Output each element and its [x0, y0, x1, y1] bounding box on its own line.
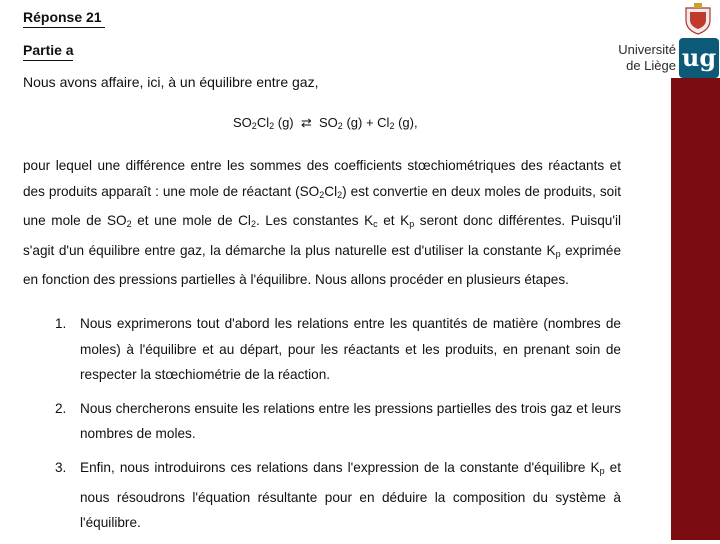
- university-name: [606, 42, 676, 74]
- crest-icon: [682, 2, 714, 36]
- logo-mark: ug: [679, 38, 719, 78]
- list-item: [23, 396, 621, 447]
- chemical-equation: [233, 115, 418, 131]
- list-item: [23, 311, 621, 388]
- explanation-paragraph: [23, 153, 621, 293]
- eq-sub: 2: [269, 121, 275, 131]
- para-sub: p: [555, 248, 561, 259]
- eq-phase: (g): [277, 115, 294, 130]
- section-title: Partie a: [23, 42, 74, 58]
- list-sub: p: [599, 465, 605, 476]
- para-text: ) est convertie en deux moles de produits, soit une mole de SO: [23, 183, 621, 229]
- sidebar-band: [671, 78, 720, 540]
- para-sub: 2: [250, 219, 256, 230]
- list-item: [23, 455, 621, 536]
- para-text: exprimée en fonction des pressions partielles à l'équilibre. Nous allons procéder en plusieurs étapes.: [23, 242, 622, 288]
- page-title: Réponse 21: [23, 9, 102, 25]
- list-text: Nous exprimerons tout d'abord les relations entre les quantités de matière (nombres de moles) à l'équilibre et au départ, pour les réactants et les produits, en prenant soin de respecter la stœchiométrie de la réaction.: [80, 316, 621, 383]
- eq-product-2: Cl: [377, 115, 390, 130]
- para-sub: 2: [337, 189, 343, 200]
- eq-product-1: SO: [319, 115, 338, 130]
- section-underline: [23, 60, 73, 61]
- para-text: seront donc différentes. Puisqu'il s'agit d'un équilibre entre gaz, la démarche la plus naturelle est d'utiliser la constante K: [23, 213, 621, 258]
- eq-plus: +: [365, 115, 374, 130]
- para-sub: 2: [319, 189, 325, 200]
- para-text: et K: [377, 213, 410, 229]
- eq-reactant: SO: [233, 115, 252, 130]
- eq-reactant-cl: Cl: [256, 115, 270, 130]
- title-underline: [23, 27, 105, 28]
- eq-sub: 2: [389, 121, 395, 131]
- para-sub: 2: [126, 219, 132, 230]
- para-text: et une mole de Cl: [131, 213, 251, 229]
- eq-sub: 2: [337, 121, 343, 131]
- eq-sub: 2: [251, 121, 257, 131]
- equilibrium-arrow-icon: ⇄: [300, 115, 312, 130]
- list-number: 1.: [55, 316, 67, 331]
- eq-phase: (g): [346, 115, 363, 130]
- list-text: Enfin, nous introduirons ces relations dans l'expression de la constante d'équilibre K: [80, 459, 600, 475]
- para-text: . Les constantes K: [255, 213, 374, 229]
- steps-list: [23, 311, 621, 544]
- para-text: Cl: [324, 183, 338, 199]
- eq-phase: (g),: [398, 115, 418, 130]
- intro-text: Nous avons affaire, ici, à un équilibre entre gaz,: [23, 74, 319, 90]
- list-text: et nous résoudrons l'équation résultante pour en déduire la composition du système à l'équilibre.: [80, 459, 621, 531]
- para-sub: c: [373, 219, 378, 230]
- list-text: Nous chercherons ensuite les relations entre les pressions partielles des trois gaz et leurs nombres de moles.: [80, 400, 621, 442]
- list-number: 3.: [55, 459, 67, 475]
- para-text: pour lequel une différence entre les sommes des coefficients stœchiométriques des réactants et des produits apparaît : une mole de réactant (SO: [23, 158, 621, 199]
- university-line1: Université: [618, 42, 676, 57]
- list-number: 2.: [55, 400, 67, 416]
- university-line2: de Liège: [626, 58, 676, 73]
- para-sub: p: [409, 219, 415, 230]
